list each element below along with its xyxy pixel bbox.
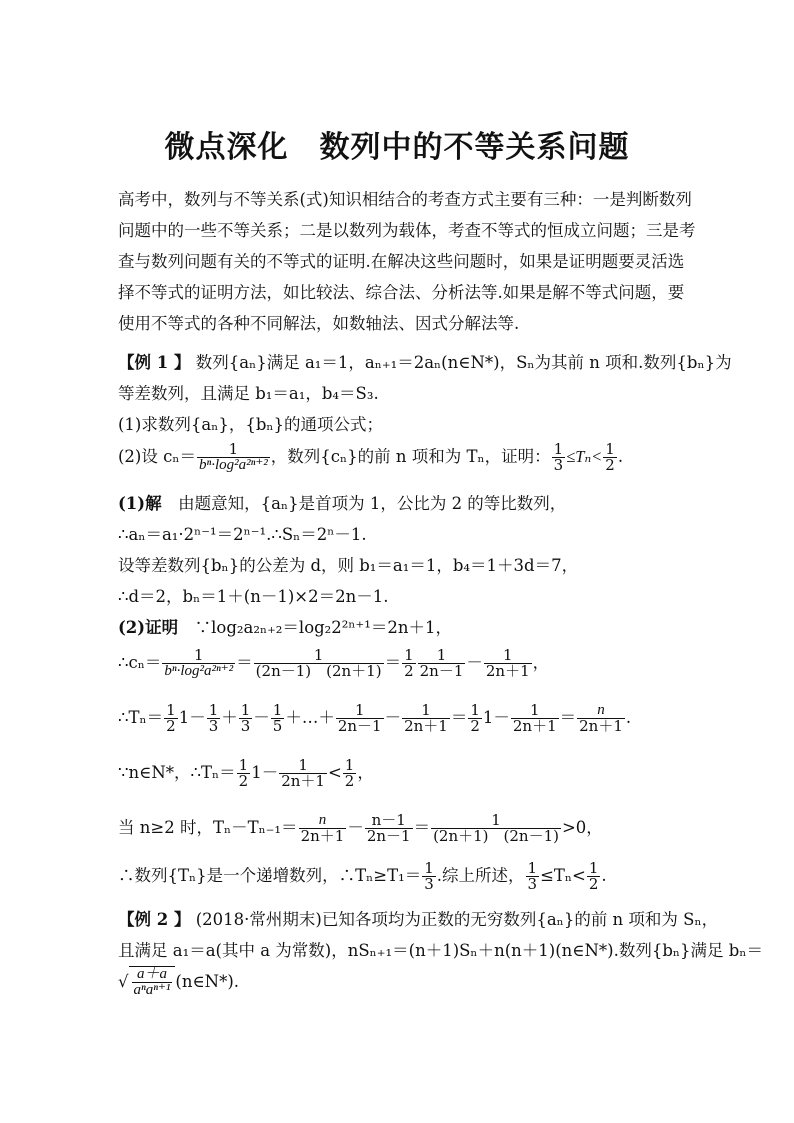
- period: .: [625, 708, 632, 727]
- fraction-denominator: 2n－1: [366, 827, 411, 845]
- fraction-numerator: 1: [431, 813, 561, 829]
- fraction-denominator: 2: [605, 456, 615, 474]
- fraction-numerator: 1: [470, 701, 480, 719]
- example2-stem: (2018·常州期末)已知各项均为正数的无穷数列{aₙ}的前 n 项和为 Sₙ，: [195, 910, 719, 929]
- equals: ＝: [559, 708, 577, 727]
- text: 1－: [251, 763, 279, 782]
- fraction-denominator: 2: [404, 662, 414, 680]
- gt-zero: >0，: [561, 818, 603, 837]
- example1-stem: 数列{aₙ}满足 a₁＝1，aₙ₊₁＝2aₙ(n∈N*)，Sₙ为其前 n 项和.数列{bₙ}为: [195, 353, 732, 372]
- fraction-denominator: 3: [424, 875, 434, 893]
- solution1-line2: ∴aₙ＝a₁·2ⁿ⁻¹＝2ⁿ⁻¹.∴Sₙ＝2ⁿ－1.: [118, 525, 367, 544]
- less-than: <: [327, 763, 342, 782]
- fraction: [402, 648, 416, 679]
- fraction-numerator: n: [577, 703, 625, 719]
- fraction-numerator: 1: [240, 701, 251, 719]
- intro-paragraph: [118, 184, 696, 339]
- fraction: [365, 813, 413, 844]
- fraction: [422, 861, 436, 892]
- fraction-numerator: 1: [162, 648, 235, 664]
- cn-equation: [118, 648, 549, 679]
- fraction: [484, 648, 532, 679]
- fraction-numerator: 1: [336, 703, 384, 719]
- fraction: [271, 703, 285, 734]
- fraction-numerator: 1: [424, 859, 434, 877]
- example2-line2: 且满足 a₁＝a(其中 a 为常数)，nSₙ₊₁＝(n＋1)Sₙ＋n(n＋1)(n∈N*).数列{bₙ}满足 bₙ＝: [118, 941, 763, 960]
- example2-tag: 【例 2 】: [118, 910, 191, 929]
- page-title: 微点深化 数列中的不等关系问题: [164, 130, 630, 165]
- fraction-numerator: 1: [484, 648, 532, 664]
- period: .: [617, 447, 624, 466]
- conclusion: [118, 861, 607, 892]
- tn-bound: [118, 758, 374, 789]
- minus: －: [384, 708, 402, 727]
- equals: ＝: [450, 708, 468, 727]
- example2-suffix: (n∈N*).: [175, 972, 240, 991]
- fraction-denominator: bⁿ·log²a²ⁿ⁺²: [199, 457, 268, 473]
- equals: ＝: [413, 818, 431, 837]
- solution-text: 由题意知，{aₙ}是首项为 1，公比为 2 的等比数列，: [161, 494, 567, 513]
- solution-label: (1)解: [118, 494, 162, 513]
- fraction-numerator: 1: [272, 701, 283, 719]
- tn-equation: [118, 703, 631, 734]
- fraction-denominator: 2n＋1: [300, 827, 345, 845]
- minus: －: [466, 653, 483, 672]
- fraction: [164, 703, 178, 734]
- conclusion-text: ∴数列{Tₙ}是一个递增数列，∴Tₙ≥T₁＝: [118, 866, 422, 885]
- cn-fraction: [197, 442, 270, 473]
- fraction-numerator: 1: [238, 756, 249, 774]
- intro-line: 查与数列问题有关的不等式的证明.在解决这些问题时，如果是证明题要灵活选: [118, 252, 685, 271]
- fraction-numerator: 1: [605, 440, 615, 458]
- fraction: [336, 703, 384, 734]
- fraction-denominator: (2n－1) (2n＋1): [255, 662, 382, 680]
- fraction-denominator: 3: [553, 456, 564, 474]
- fraction-denominator: 5: [272, 717, 283, 735]
- proof-label: (2)证明: [118, 618, 179, 637]
- comma: ，: [357, 763, 374, 782]
- fraction: [239, 703, 253, 734]
- fraction-denominator: 2n＋1: [281, 772, 325, 790]
- q2-suffix: ，数列{cₙ}的前 n 项和为 Tₙ，证明：: [270, 447, 551, 466]
- fraction-denominator: 2: [344, 772, 355, 790]
- fraction: [207, 703, 221, 734]
- fraction-denominator: aⁿaⁿ⁺¹: [133, 982, 171, 998]
- sqrt-body: [129, 966, 176, 998]
- text: 1－: [482, 708, 510, 727]
- example1-question1: (1)求数列{aₙ}，{bₙ}的通项公式；: [118, 415, 384, 434]
- fraction-numerator: 1: [402, 703, 450, 719]
- tn-difference: [118, 813, 603, 844]
- fraction-denominator: 2n＋1: [579, 717, 623, 735]
- example1-stem-line2: 等差数列，且满足 b₁＝a₁，b₄＝S₃.: [118, 384, 379, 403]
- fraction-numerator: 1: [404, 646, 414, 664]
- tn-prefix: ∴Tₙ＝: [118, 708, 164, 727]
- fraction: [577, 703, 625, 734]
- fraction: [468, 703, 482, 734]
- intro-line: 高考中，数列与不等关系(式)知识相结合的考查方式主要有三种：一是判断数列: [118, 190, 692, 209]
- fraction: [343, 758, 357, 789]
- fraction-numerator: 1: [197, 442, 270, 458]
- fraction-numerator: 1: [527, 859, 538, 877]
- example2-line1: [118, 906, 718, 930]
- fraction-numerator: 1: [553, 440, 564, 458]
- fraction-denominator: 3: [208, 717, 219, 735]
- fraction-denominator: (2n＋1) (2n－1): [433, 827, 559, 845]
- cn-prefix: ∴cₙ＝: [118, 653, 162, 672]
- proof-text: ∵log₂a₂ₙ₊₂＝log₂2²ⁿ⁺¹＝2n＋1，: [178, 618, 452, 637]
- inequality-text: ≤Tₙ<: [540, 866, 586, 885]
- fraction: [279, 758, 327, 789]
- fraction-denominator: 3: [240, 717, 251, 735]
- fraction-denominator: 2n＋1: [485, 662, 530, 680]
- fraction-denominator: 2: [470, 717, 480, 735]
- fraction-numerator: 1: [511, 703, 559, 719]
- intro-line: 使用不等式的各种不同解法，如数轴法、因式分解法等.: [118, 314, 520, 333]
- solution2-line1: [118, 614, 452, 638]
- fraction: [511, 703, 559, 734]
- fraction-numerator: 1: [588, 859, 599, 877]
- fraction-denominator: 2n＋1: [404, 717, 448, 735]
- one-half-fraction: [603, 442, 617, 473]
- solution1-line1: [118, 490, 566, 514]
- fraction-numerator: 1: [418, 648, 466, 664]
- minus: －: [347, 818, 364, 837]
- fraction-denominator: 2n＋1: [512, 717, 557, 735]
- q2-prefix: (2)设 cₙ＝: [118, 447, 196, 466]
- fraction: [587, 861, 601, 892]
- sqrt-symbol: √: [118, 972, 129, 991]
- one-third-fraction: [552, 442, 566, 473]
- fraction: [526, 861, 540, 892]
- fraction-denominator: 2: [588, 875, 599, 893]
- fraction-numerator: 1: [254, 648, 384, 664]
- fraction-numerator: n: [299, 813, 347, 829]
- fraction-numerator: 1: [279, 758, 327, 774]
- fraction-numerator: n－1: [365, 813, 413, 829]
- intro-line: 择不等式的证明方法，如比较法、综合法、分析法等.如果是解不等式问题，要: [118, 283, 685, 302]
- equals: ＝: [236, 653, 253, 672]
- fraction-numerator: a＋a: [132, 967, 173, 983]
- example1-question2: [118, 442, 623, 473]
- text: 1－: [178, 708, 206, 727]
- comma: ，: [532, 653, 550, 672]
- example1-stem-line1: [118, 349, 732, 373]
- fraction-denominator: 2: [166, 717, 176, 735]
- period: .: [601, 866, 607, 885]
- fraction-numerator: 1: [208, 701, 219, 719]
- example1-tag: 【例 1 】: [118, 353, 191, 372]
- fraction: [254, 648, 384, 679]
- fraction: [418, 648, 466, 679]
- since-text: ∵n∈N*，∴Tₙ＝: [118, 763, 236, 782]
- fraction-denominator: 2n－1: [337, 717, 382, 735]
- conclusion-text: .综上所述，: [436, 866, 525, 885]
- when-text: 当 n≥2 时，Tₙ－Tₙ₋₁＝: [118, 818, 298, 837]
- equals: ＝: [384, 653, 402, 672]
- plus: ＋: [221, 708, 238, 727]
- fraction-numerator: 1: [166, 701, 176, 719]
- intro-line: 问题中的一些不等关系；二是以数列为载体，考查不等式的恒成立问题；三是考: [118, 221, 696, 240]
- dots: ＋…＋: [285, 708, 335, 727]
- minus: －: [253, 708, 270, 727]
- fraction: [402, 703, 450, 734]
- solution1-line4: ∴d＝2，bₙ＝1＋(n－1)×2＝2n－1.: [118, 587, 389, 606]
- fraction: [431, 813, 561, 844]
- example2-line3: [118, 966, 239, 998]
- fraction-denominator: bⁿ·log²a²ⁿ⁺²: [164, 663, 234, 679]
- inequality-text: ≤Tₙ<: [566, 447, 603, 466]
- fraction-numerator: 1: [344, 756, 355, 774]
- fraction-denominator: 2n－1: [419, 662, 464, 680]
- solution1-line3: 设等差数列{bₙ}的公差为 d，则 b₁＝a₁＝1，b₄＝1＋3d＝7，: [118, 556, 579, 575]
- fraction: [162, 648, 235, 679]
- fraction-denominator: 3: [527, 875, 538, 893]
- fraction: [237, 758, 251, 789]
- fraction: [132, 967, 173, 998]
- fraction-denominator: 2: [238, 772, 249, 790]
- fraction: [299, 813, 347, 844]
